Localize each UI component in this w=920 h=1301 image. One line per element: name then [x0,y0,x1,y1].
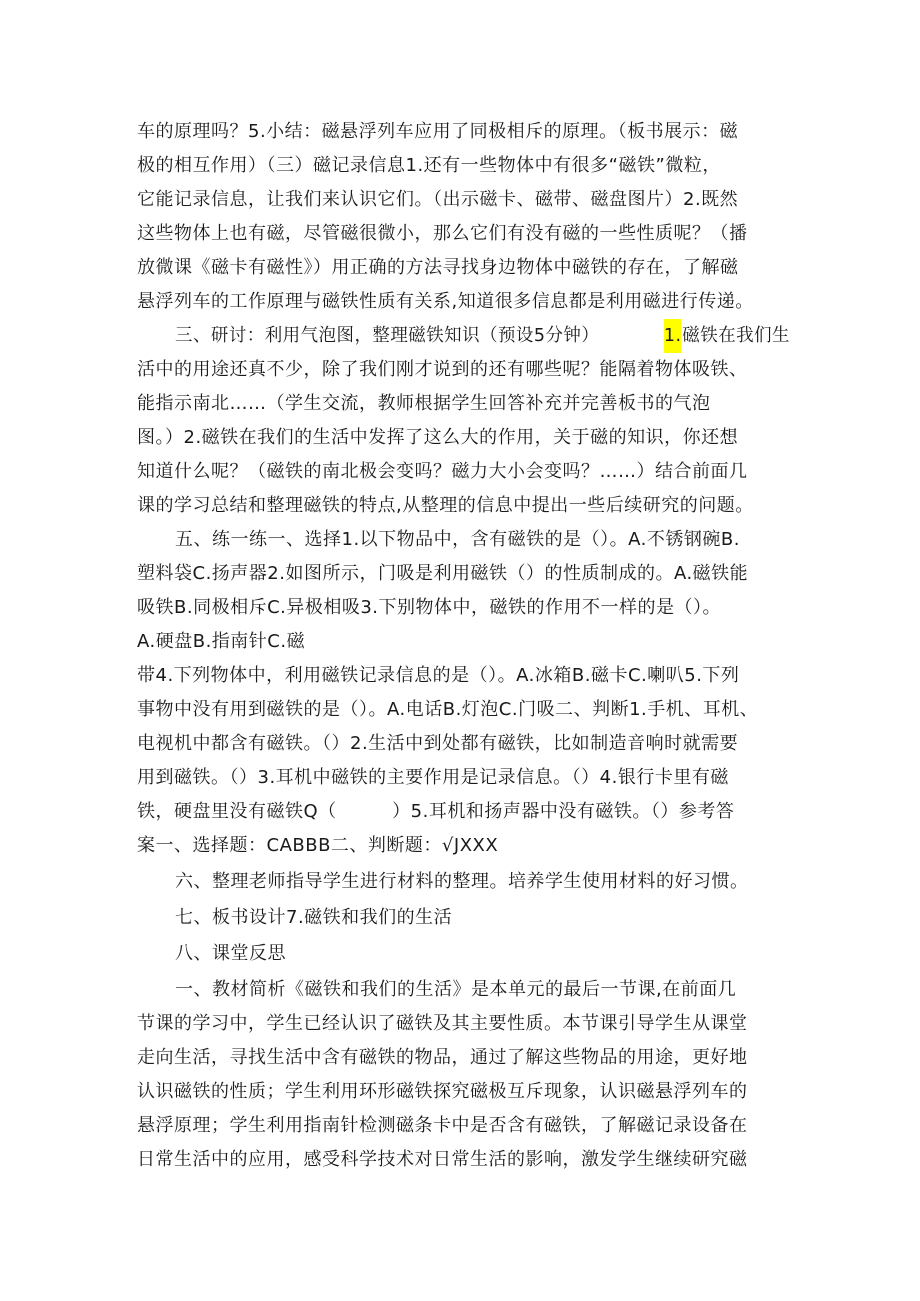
text-line [0,865,920,899]
text-line [0,115,920,149]
line-text: 事物中没有用到磁铁的是（）。A.电话B.灯泡C.门吸二、判断1.手机、耳机、 [137,699,759,720]
line-text: 它能记录信息，让我们来认识它们。（出示磁卡、磁带、磁盘图片）2.既然 [137,189,739,210]
text-line [0,591,920,625]
text-line [0,285,920,319]
text-line [0,795,920,829]
line-text: 知道什么呢？（磁铁的南北极会变吗？磁力大小会变吗？……）结合前面几 [137,461,748,482]
line-text: 三、研讨：利用气泡图，整理磁铁知识（预设5分钟） [175,325,600,346]
line-text: 这些物体上也有磁，尽管磁很微小，那么它们有没有磁的一些性质呢？（播 [137,223,748,244]
line-text: 带4.下列物体中，利用磁铁记录信息的是（）。A.冰箱B.磁卡C.喇叭5.下列 [137,665,740,686]
text-line [0,217,920,251]
line-text: 节课的学习中，学生已经认识了磁铁及其主要性质。本节课引导学生从课堂 [137,1013,748,1034]
text-line [5,319,897,353]
text-line [0,387,920,421]
text-line [0,1075,920,1109]
text-line [0,455,920,489]
text-line [0,693,920,727]
line-text: A.硬盘B.指南针C.磁 [137,631,306,652]
text-line [0,937,920,971]
line-text: 课的学习总结和整理磁铁的特点,从整理的信息中提出一些后续研究的问题。 [137,495,754,516]
text-line [0,829,920,863]
text-line [0,353,920,387]
text-line [0,251,920,285]
text-line [0,1143,920,1177]
text-line [0,901,920,935]
text-line [0,1041,920,1075]
line-text: 用到磁铁。（）3.耳机中磁铁的主要作用是记录信息。（）4.银行卡里有磁 [137,767,729,788]
line-text: 放微课《磁卡有磁性》）用正确的方法寻找身边物体中磁铁的存在，了解磁 [137,257,739,278]
line-text: 磁铁在我们生 [682,325,790,346]
text-line [0,557,920,591]
line-text: 铁，硬盘里没有磁铁Q（ ）5.耳机和扬声器中没有磁铁。（）参考答 [137,801,735,822]
line-text: 六、整理老师指导学生进行材料的整理。培养学生使用材料的好习惯。 [175,871,749,892]
text-line [0,973,920,1007]
text-line [0,523,920,557]
line-text: 电视机中都含有磁铁。（）2.生活中到处都有磁铁，比如制造音响时就需要 [137,733,739,754]
line-text: 吸铁B.同极相斥C.异极相吸3.下别物体中，磁铁的作用不一样的是（）。 [137,597,722,618]
line-text: 八、课堂反思 [175,943,286,964]
text-line [0,489,920,523]
line-text: 案一、选择题：CABBB二、判断题：√JXXX [137,835,499,856]
text-line [0,149,920,183]
line-text: 五、练一练一、选择1.以下物品中，含有磁铁的是（）。A.不锈钢碗B. [175,529,740,550]
text-line [0,659,920,693]
text-line [0,1007,920,1041]
line-text: 极的相互作用）（三）磁记录信息1.还有一些物体中有很多“磁铁”微粒， [137,155,721,176]
line-text: 车的原理吗？5.小结：磁悬浮列车应用了同极相斥的原理。（板书展示：磁 [137,121,739,142]
line-text: 悬浮列车的工作原理与磁铁性质有关系,知道很多信息都是利用磁进行传递。 [137,291,754,312]
line-text: 认识磁铁的性质；学生利用环形磁铁探究磁极互斥现象，认识磁悬浮列车的 [137,1081,748,1102]
highlighted-number: 1. [664,319,682,353]
text-line [0,727,920,761]
line-text: 悬浮原理；学生利用指南针检测磁条卡中是否含有磁铁，了解磁记录设备在 [137,1115,748,1136]
text-line [0,183,920,217]
line-text: 塑料袋C.扬声器2.如图所示，门吸是利用磁铁（）的性质制成的。A.磁铁能 [137,563,749,584]
line-text: 七、板书设计7.磁铁和我们的生活 [175,907,453,928]
line-text: 图。）2.磁铁在我们的生活中发挥了这么大的作用，关于磁的知识，你还想 [137,427,739,448]
line-text: 一、教材简析《磁铁和我们的生活》是本单元的最后一节课,在前面几 [175,979,737,1000]
line-text: 能指示南北……（学生交流，教师根据学生回答补充并完善板书的气泡 [137,393,711,414]
line-text: 日常生活中的应用，感受科学技术对日常生活的影响，激发学生继续研究磁 [137,1149,748,1170]
line-text: 走向生活，寻找生活中含有磁铁的物品，通过了解这些物品的用途，更好地 [137,1047,748,1068]
text-line [0,1109,920,1143]
text-line [0,421,920,455]
text-line [0,625,920,659]
text-line [0,761,920,795]
line-text: 活中的用途还真不少，除了我们刚才说到的还有哪些呢？能隔着物体吸铁、 [137,359,748,380]
